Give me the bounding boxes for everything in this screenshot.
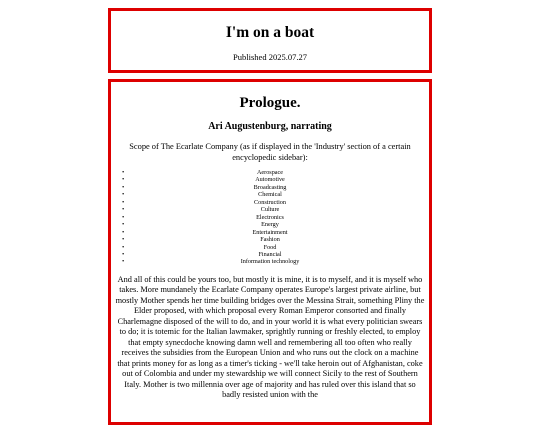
list-item: • Financial: [115, 251, 425, 258]
list-item: • Automotive: [115, 176, 425, 183]
article-panel: [108, 79, 432, 425]
list-item: • Culture: [115, 206, 425, 213]
list-item: • Chemical: [115, 191, 425, 198]
list-item: • Food: [115, 244, 425, 251]
scope-text: Scope of The Ecarlate Company (as if displayed in the 'Industry' section of a certain encyclopedic sidebar):: [129, 142, 411, 162]
list-item: • Construction: [115, 199, 425, 206]
list-item: • Electronics: [115, 214, 425, 221]
list-item: • Broadcasting: [115, 184, 425, 191]
list-item: • Fashion: [115, 236, 425, 243]
byline: Ari Augustenburg, narrating: [208, 121, 332, 132]
list-item: • Aerospace: [115, 169, 425, 176]
industry-list: [115, 169, 425, 266]
header-panel: [108, 8, 432, 73]
list-item: • Energy: [115, 221, 425, 228]
chapter-heading: Prologue.: [239, 95, 301, 111]
page-title: I'm on a boat: [225, 24, 315, 41]
article-body: [111, 94, 429, 401]
list-item: • Information technology: [115, 258, 425, 265]
published-date: Published 2025.07.27: [233, 52, 307, 62]
body-paragraph: And all of this could be yours too, but mostly it is mine, it is to myself, and it is myself who takes. More mundanely the Ecarlate Company operates Europe's largest private airline, but mostly Mother spends her time building bridges over the Messina Strait, something Pliny the Elder proposed, with which proposal every Roman Emperor consorted and finally Charlemagne disposed of the will to do, and in your world it is what every politician swears to do; it is totemic for the Italian lawmaker, sprightly running or freshly elected, to employ that empty synecdoche knowing damn well and remembering all too often who really receives the subsidies from the European Union and who runs out the clock on a machine that prints money for as long as a timer's ticking - we'll take heroin out of Afghanistan, coke out of Colombia and under my stewardship we will connect Sicily to the rest of Southern Italy. Mother is two millennia over age of majority and has ruled over this island that so badly resisted union with the: [115, 274, 425, 400]
list-item: • Entertainment: [115, 229, 425, 236]
